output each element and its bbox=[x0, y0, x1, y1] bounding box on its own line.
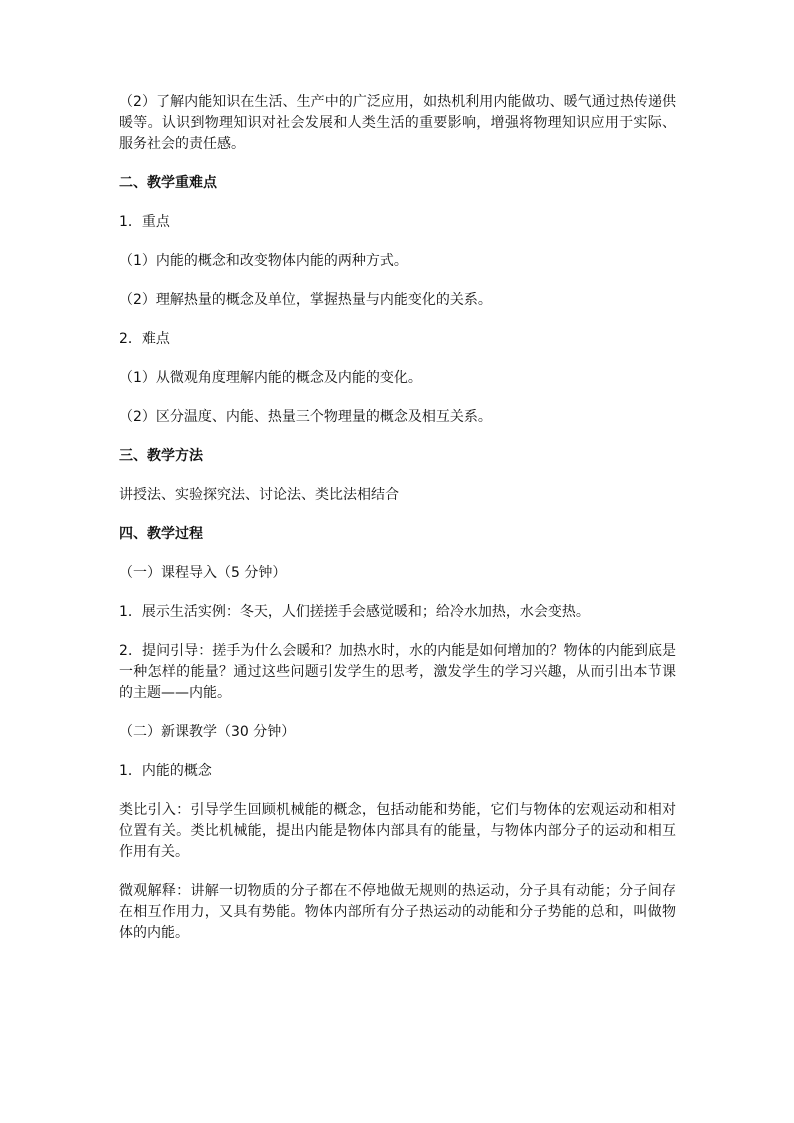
subheading-difficulty: 2．难点 bbox=[119, 331, 170, 347]
introduction-item-1: 1．展示生活实例：冬天，人们搓搓手会感觉暖和；给冷水加热，水会变热。 bbox=[119, 604, 590, 620]
section-heading-key-points: 二、教学重难点 bbox=[119, 175, 217, 191]
focus-item-2: （2）理解热量的概念及单位，掌握热量与内能变化的关系。 bbox=[119, 292, 492, 308]
methods-paragraph: 讲授法、实验探究法、讨论法、类比法相结合 bbox=[119, 487, 399, 503]
objective-paragraph: （2）了解内能知识在生活、生产中的广泛应用，如热机利用内能做功、暖气通过热传递供暖等。认识到物理知识对社会发展和人类生活的重要影响，增强将物理知识应用于实际、服务社会的责任感。 bbox=[119, 94, 676, 152]
analogy-paragraph: 类比引入：引导学生回顾机械能的概念，包括动能和势能，它们与物体的宏观运动和相对位置有关。类比机械能，提出内能是物体内部具有的能量，与物体内部分子的运动和相互作用有关。 bbox=[119, 802, 676, 860]
section-heading-methods: 三、教学方法 bbox=[119, 448, 203, 464]
introduction-item-2: 2．提问引导：搓手为什么会暖和？加热水时，水的内能是如何增加的？物体的内能到底是一种怎样的能量？通过这些问题引发学生的思考，激发学生的学习兴趣，从而引出本节课的主题——内能。 bbox=[119, 643, 676, 701]
difficulty-item-1: （1）从微观角度理解内能的概念及内能的变化。 bbox=[119, 370, 422, 386]
micro-explanation-paragraph: 微观解释：讲解一切物质的分子都在不停地做无规则的热运动，分子具有动能；分子间存在相互作用力，又具有势能。物体内部所有分子热运动的动能和分子势能的总和，叫做物体的内能。 bbox=[119, 883, 676, 941]
subheading-introduction: （一）课程导入（5 分钟） bbox=[119, 565, 287, 581]
difficulty-item-2: （2）区分温度、内能、热量三个物理量的概念及相互关系。 bbox=[119, 409, 492, 425]
section-heading-process: 四、教学过程 bbox=[119, 526, 203, 542]
focus-item-1: （1）内能的概念和改变物体内能的两种方式。 bbox=[119, 253, 408, 269]
new-lesson-item-1: 1．内能的概念 bbox=[119, 763, 212, 779]
subheading-new-lesson: （二）新课教学（30 分钟） bbox=[119, 724, 296, 740]
subheading-focus: 1．重点 bbox=[119, 214, 170, 230]
